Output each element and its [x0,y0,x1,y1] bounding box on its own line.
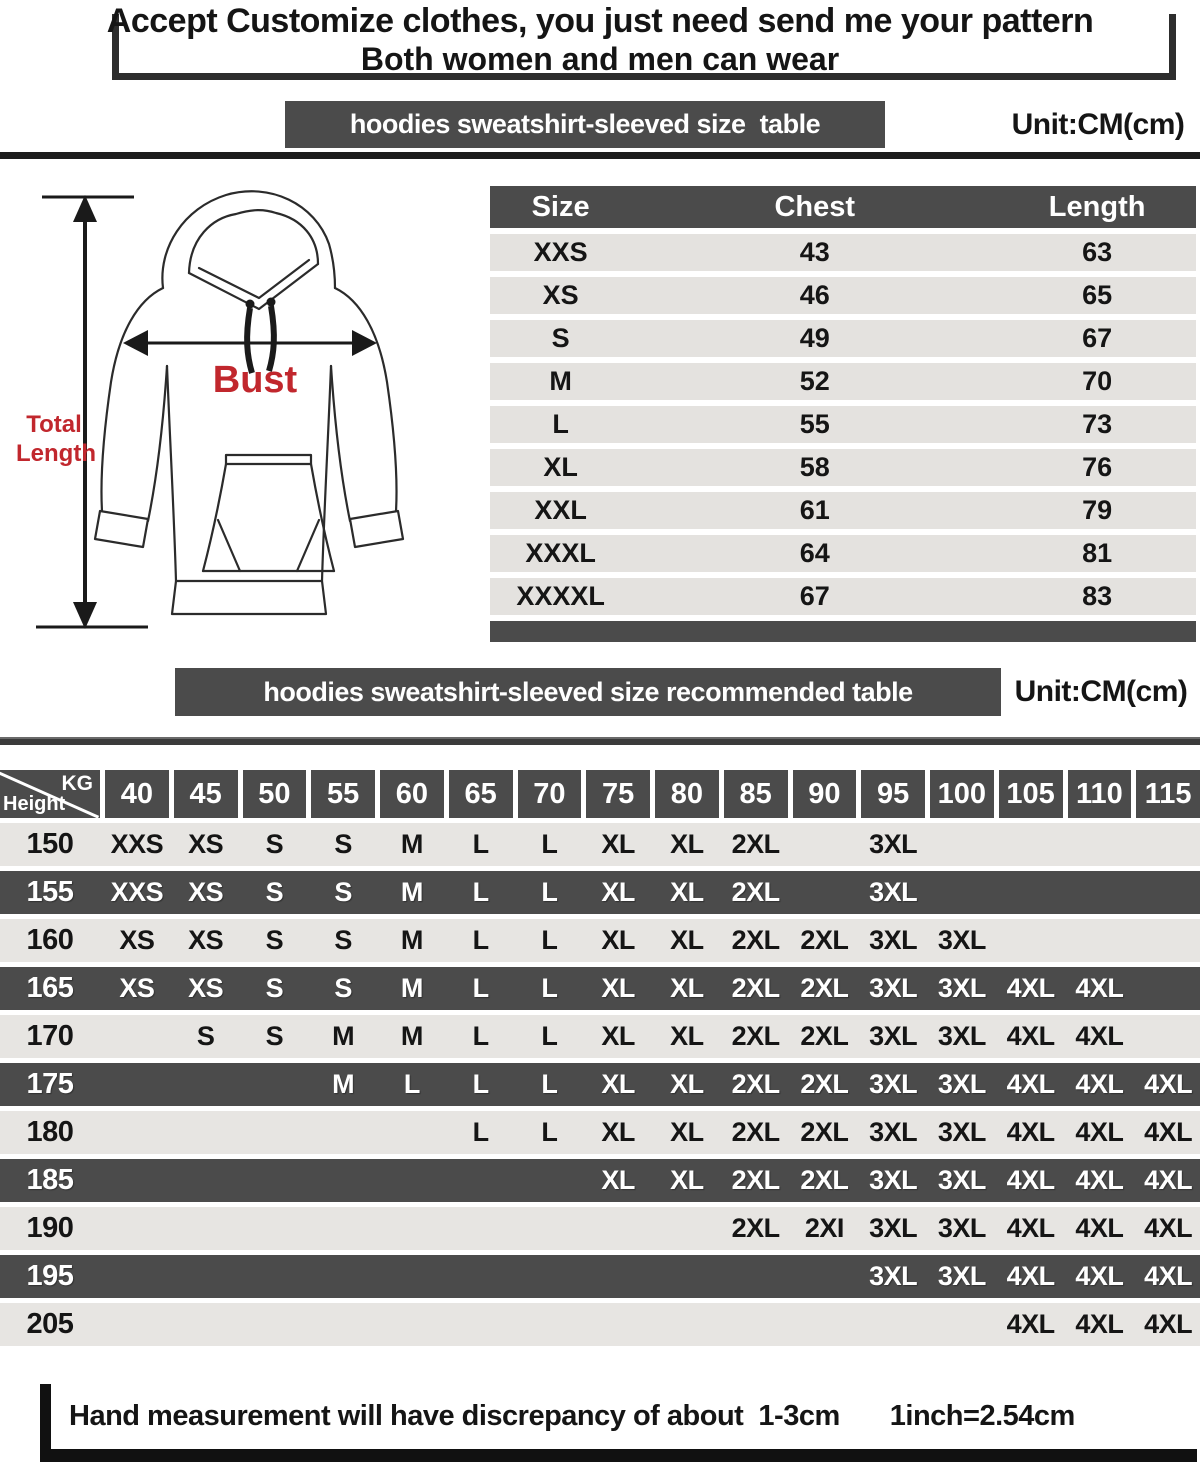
size-cell: S [265,1021,284,1051]
table-row [490,277,1196,314]
table-row [490,320,1196,357]
chest-cell: 64 [799,538,830,568]
size-cell: 3XL [869,1213,918,1243]
size-table [490,186,1196,642]
size-cell: 3XL [869,1117,918,1147]
size-cell: 2XL [800,1117,849,1147]
chest-cell: 46 [799,280,830,310]
weight-column-header: 65 [449,770,513,818]
size-cell: 3XL [869,1069,918,1099]
size-cell: L [541,877,558,907]
size-table-footer-bar [490,621,1196,642]
size-cell: 4XL [1006,1117,1055,1147]
length-cell: 63 [1082,237,1113,267]
hoodie-measurement-diagram [12,180,467,650]
size-cell: 3XL [937,1021,986,1051]
size-cell: S [551,323,570,353]
size-cell: L [552,409,569,439]
size-cell: S [334,925,352,955]
weight-column-header: 40 [105,770,169,818]
height-label: 190 [26,1212,74,1244]
size-cell: M [549,366,572,396]
size-cell: 4XL [1144,1261,1193,1291]
size-cell: S [265,829,284,859]
page-title-line2: Both women and men can wear [360,41,840,77]
size-cell: 2XL [800,973,849,1003]
size-cell: XL [670,925,704,955]
height-label: 185 [26,1164,74,1196]
size-cell: XS [188,829,224,859]
chest-cell: 55 [799,409,830,439]
weight-header-row [0,770,1200,818]
size-cell: S [334,973,352,1003]
size-cell: S [265,973,284,1003]
size-cell: 3XL [869,1261,918,1291]
length-cell: 65 [1082,280,1113,310]
matrix-row [0,1111,1200,1154]
size-cell: XXS [110,829,164,859]
size-cell: XS [188,925,224,955]
size-cell: XL [543,452,578,482]
size-cell: 2XL [800,925,849,955]
weight-column-header: 75 [586,770,650,818]
size-cell: L [472,1021,489,1051]
table-row [490,363,1196,400]
height-label: 180 [26,1116,74,1148]
size-cell: 2XL [731,1165,780,1195]
length-cell: 79 [1082,495,1113,525]
size-cell: XS [188,973,224,1003]
matrix-row [0,823,1200,866]
chest-cell: 67 [799,581,830,611]
size-cell: 3XL [869,1021,918,1051]
chest-cell: 61 [799,495,830,525]
size-cell: 4XL [1075,1165,1124,1195]
size-cell: XXS [533,237,588,267]
weight-column-header: 115 [1136,770,1200,818]
size-cell: 4XL [1006,1069,1055,1099]
size-cell: L [472,1069,489,1099]
size-cell: 2XL [731,829,780,859]
size-cell: XL [601,1117,635,1147]
bust-label: Bust [212,359,298,401]
size-cell: 3XL [937,1261,986,1291]
size-cell: 3XL [869,925,918,955]
size-cell: XL [601,1165,635,1195]
length-cell: 73 [1082,409,1113,439]
size-cell: 4XL [1075,1213,1124,1243]
size-cell: XL [601,925,635,955]
size-cell: 2XL [800,1069,849,1099]
measurement-note: Hand measurement will have discrepancy of about 1-3cm [69,1400,840,1432]
matrix-row [0,1207,1200,1250]
size-cell: 3XL [937,1117,986,1147]
height-label: 195 [26,1260,74,1292]
size-cell: 4XL [1006,1213,1055,1243]
size-cell: XL [670,1165,704,1195]
size-cell: 3XL [937,1165,986,1195]
height-label: 170 [26,1020,74,1052]
weight-column-header: 80 [655,770,719,818]
table-row [490,449,1196,486]
height-label: 175 [26,1068,74,1100]
size-cell: XL [601,973,635,1003]
size-table-body [490,234,1196,615]
size-cell: 2XL [731,973,780,1003]
weight-column-header: 90 [793,770,857,818]
size-cell: 2XL [731,1021,780,1051]
size-cell: XL [670,1021,704,1051]
size-cell: XL [601,1021,635,1051]
size-cell: 4XL [1144,1165,1193,1195]
size-cell: S [265,925,284,955]
size-cell: XS [119,925,155,955]
matrix-row [0,1303,1200,1346]
size-cell: 2XL [731,1117,780,1147]
height-label: 150 [26,828,74,860]
page-title-line1: Accept Customize clothes, you just need send me your pattern [106,2,1094,40]
size-cell: 4XL [1144,1309,1193,1339]
length-cell: 81 [1082,538,1113,568]
size-cell: M [332,1021,355,1051]
size-cell: L [541,829,558,859]
size-cell: 2XL [800,1165,849,1195]
weight-column-header: 70 [518,770,582,818]
inch-conversion-label: 1inch=2.54cm [889,1400,1075,1432]
size-cell: XL [670,1117,704,1147]
size-cell: 4XL [1075,1069,1124,1099]
size-cell: 3XL [869,1165,918,1195]
total-length-label-line2: Length [16,440,96,467]
height-label: 160 [26,924,74,956]
weight-column-header: 55 [311,770,375,818]
chest-cell: 43 [799,237,830,267]
size-cell: M [400,1021,423,1051]
matrix-row [0,1015,1200,1058]
size-cell: 4XL [1006,1021,1055,1051]
size-cell: 4XL [1144,1213,1193,1243]
matrix-row [0,1255,1200,1298]
size-cell: XXS [110,877,164,907]
size-cell: 2XL [731,1213,780,1243]
height-label: 165 [26,972,74,1004]
weight-column-header: 60 [380,770,444,818]
chest-cell: 52 [799,366,830,396]
size-cell: XS [119,973,155,1003]
size-cell: L [472,829,489,859]
size-cell: 2XL [800,1021,849,1051]
size-cell: XXXXL [516,581,605,611]
size-cell: XS [542,280,579,310]
size-cell: 4XL [1144,1069,1193,1099]
total-length-label-line1: Total [26,411,82,438]
size-table-header [490,186,1196,228]
size-cell: 4XL [1006,1165,1055,1195]
size-cell: XS [188,877,224,907]
size-cell: M [400,877,423,907]
length-cell: 76 [1082,452,1113,482]
weight-column-header: 50 [243,770,307,818]
table-row [490,492,1196,529]
size-cell: S [334,829,352,859]
column-header-size: Size [531,191,590,223]
size-cell: XXL [534,495,587,525]
length-cell: 83 [1082,581,1113,611]
size-cell: 3XL [869,877,918,907]
size-cell: L [541,1117,558,1147]
size-cell: XL [601,1069,635,1099]
table-row [490,535,1196,572]
size-cell: XL [670,877,704,907]
size-cell: XL [601,829,635,859]
size-cell: 2XL [731,877,780,907]
recommended-table-unit-label: Unit:CM(cm) [1014,675,1188,708]
matrix-row [0,1159,1200,1202]
matrix-row [0,1063,1200,1106]
size-cell: M [400,973,423,1003]
size-cell: 3XL [937,925,986,955]
size-cell: 2XL [731,925,780,955]
size-cell: L [403,1069,420,1099]
height-label: 205 [26,1308,74,1340]
size-cell: XL [670,973,704,1003]
size-cell: L [541,1069,558,1099]
size-cell: S [334,877,352,907]
weight-column-header: 110 [1068,770,1132,818]
size-cell: 4XL [1006,1309,1055,1339]
size-cell: L [541,973,558,1003]
size-cell: L [541,1021,558,1051]
weight-column-header: 95 [861,770,925,818]
size-cell: 3XL [937,1069,986,1099]
size-cell: XXXL [525,538,596,568]
size-cell: 3XL [937,1213,986,1243]
column-header-length: Length [1048,191,1146,223]
size-cell: L [472,973,489,1003]
corner-height-label: Height [3,793,66,815]
size-cell: 4XL [1075,1261,1124,1291]
size-cell: L [541,925,558,955]
size-table-banner: hoodies sweatshirt-sleeved size table [285,101,885,148]
size-cell: XL [670,829,704,859]
weight-column-header: 85 [724,770,788,818]
size-cell: S [265,877,284,907]
table-row [490,578,1196,615]
column-header-chest: Chest [774,191,856,223]
height-label: 155 [26,876,74,908]
size-cell: M [332,1069,355,1099]
size-cell: L [472,925,489,955]
size-cell: 4XL [1075,1117,1124,1147]
size-cell: XL [601,877,635,907]
size-cell: L [472,1117,489,1147]
hoodie-outline [95,191,403,614]
length-cell: 67 [1082,323,1113,353]
size-cell: XL [670,1069,704,1099]
footer-note-box [40,1384,1197,1462]
chest-cell: 49 [799,323,830,353]
table-row [490,234,1196,271]
matrix-row [0,967,1200,1010]
weight-column-header: 105 [999,770,1063,818]
recommended-table-banner: hoodies sweatshirt-sleeved size recommended table [175,668,1001,716]
corner-kg-label: KG [61,772,93,795]
size-cell: 4XL [1075,1309,1124,1339]
matrix-body [0,823,1200,1346]
size-cell: M [400,829,423,859]
size-cell: 4XL [1006,973,1055,1003]
table-row [490,406,1196,443]
kg-height-corner-cell [0,770,100,818]
size-cell: L [472,877,489,907]
recommended-size-matrix [0,770,1200,1346]
divider-line [0,737,1200,745]
size-cell: 2XI [804,1213,844,1243]
size-cell: 3XL [869,829,918,859]
weight-column-header: 45 [174,770,238,818]
size-table-unit-label: Unit:CM(cm) [1011,108,1185,141]
length-cell: 70 [1082,366,1113,396]
size-cell: 2XL [731,1069,780,1099]
size-cell: 3XL [937,973,986,1003]
matrix-row [0,919,1200,962]
weight-column-header: 100 [930,770,994,818]
size-cell: 4XL [1006,1261,1055,1291]
matrix-row [0,871,1200,914]
size-cell: M [400,925,423,955]
size-cell: 4XL [1144,1117,1193,1147]
size-cell: 4XL [1075,973,1124,1003]
size-cell: 4XL [1075,1021,1124,1051]
divider-line [0,152,1200,159]
chest-cell: 58 [799,452,830,482]
size-cell: 3XL [869,973,918,1003]
size-cell: S [196,1021,215,1051]
